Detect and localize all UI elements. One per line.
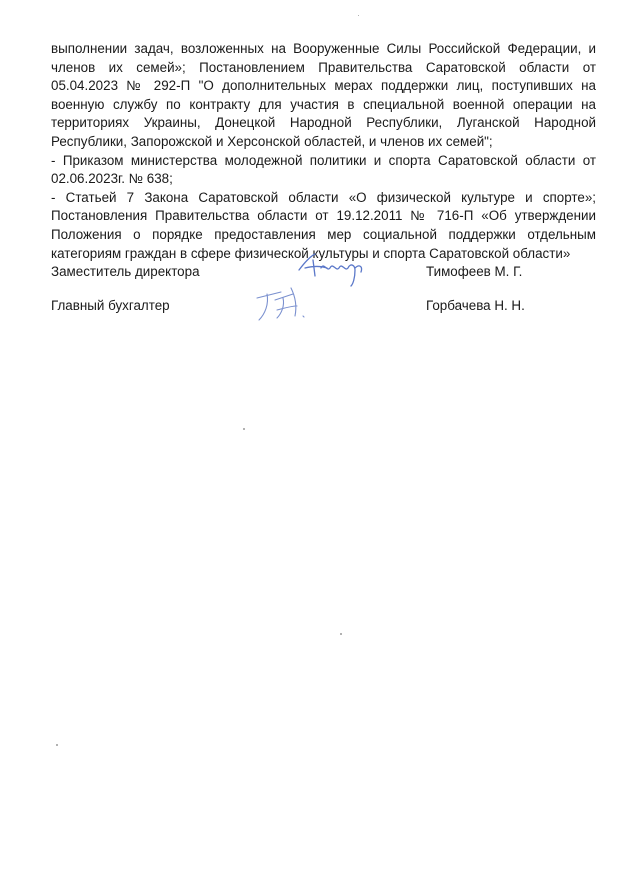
paragraph-1: выполнении задач, возложенных на Вооруженные Силы Российской Федерации, и членов их семей»; Постановлением Правительства Саратовской области от 05.04.2023 № 292-П "О дополнительных мерах поддержки лиц, поступивших на военную службу по контракту для участия в специальной военной операции на территориях Украины, Донецкой Народной Республики, Луганской Народной Республики, Запорожской и Херсонской областей, и членов их семей"; [51, 41, 596, 149]
signature-chief-accountant-icon [247, 280, 317, 326]
signatory-name: Тимофеев М. Г. [426, 264, 523, 279]
paragraph-2: - Приказом министерства молодежной политики и спорта Саратовской области от 02.06.2023г. № 638; [51, 152, 596, 187]
document-body [51, 40, 596, 263]
signatory-name: Горбачева Н. Н. [426, 298, 525, 313]
paragraph-3: - Статьей 7 Закона Саратовской области «О физической культуре и спорте»; Постановления Правительства области от 19.12.2011 № 716-П «Об утверждении Положения о порядке предоставления мер социальной поддержки отдельным категориям граждан в сфере физической культуры и спорта Саратовской области» [51, 189, 596, 261]
signatory-role: Заместитель директора [51, 264, 200, 279]
signature-row-deputy-director [51, 262, 596, 282]
scan-speck [56, 744, 58, 746]
signatory-role: Главный бухгалтер [51, 298, 170, 313]
scan-speck [243, 428, 245, 430]
scan-speck [358, 15, 359, 16]
signature-row-chief-accountant [51, 296, 596, 316]
scan-speck [340, 633, 342, 635]
